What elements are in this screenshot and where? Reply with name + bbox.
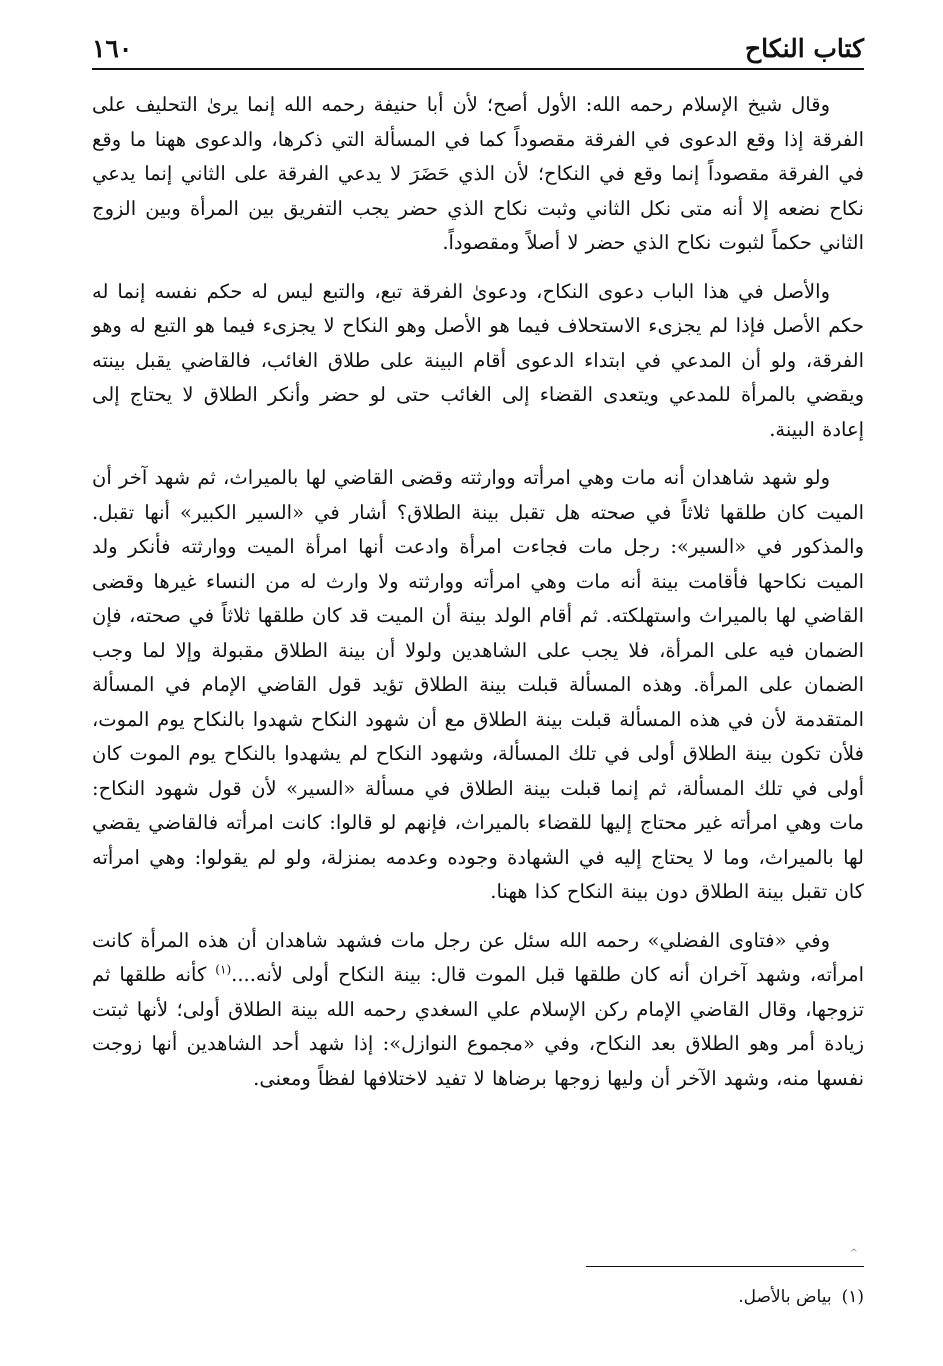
- paragraph: [92, 924, 864, 1097]
- footnote-number: (١): [841, 1287, 864, 1307]
- page-number: ١٦٠: [92, 34, 133, 63]
- footnote: [738, 1284, 864, 1310]
- scan-mark: ^: [849, 1248, 858, 1259]
- paragraph-text: كأنه طلقها ثم تزوجها، وقال القاضي الإمام ركن الإسلام علي السغدي رحمه الله بينة الطلاق أولى؛ لأنها ثبتت زيادة أمر وهو الطلاق بعد النكاح، وفي «مجموع النوازل»: إذا شهد أحد الشاهدين أنها زوجت نفسها منه، وشهد الآخر أن وليها زوجها برضاها لا تفيد لاختلافها لفظاً ومعنى.: [92, 963, 864, 1090]
- chapter-title: كتاب النكاح: [745, 34, 864, 63]
- paragraph: وقال شيخ الإسلام رحمه الله: الأول أصح؛ لأن أبا حنيفة رحمه الله إنما يرىٰ التحليف على الفرقة إذا وقع الدعوى في الفرقة مقصوداً كما في المسألة التي ذكرها، والدعوى ههنا ما وقع في الفرقة مقصوداً إنما وقع في النكاح؛ لأن الذي حَضَرَ لا يدعي الفرقة على الثاني إنما يدعي نكاح نضعه إلا أنه متى نكل الثاني وثبت نكاح الذي حضر يجب التفريق بين المرأة وبين الزوج الثاني حكماً لثبوت نكاح الذي حضر لا أصلاً ومقصوداً.: [92, 93, 864, 254]
- paragraph: والأصل في هذا الباب دعوى النكاح، ودعوىٰ الفرقة تبع، والتبع ليس له حكم نفسه إنما له حكم الأصل فإذا لم يجزىء الاستحلاف فيما هو الأصل وهو النكاح لا يجزىء فيما هو التبع له وهو الفرقة، ولو أن المدعي في ابتداء الدعوى أقام البينة على طلاق الغائب، فالقاضي يقبل بينته ويقضي بالمرأة للمدعي ويتعدى القضاء إلى الغائب حتى لو حضر وأنكر الطلاق لا يحتاج إلى إعادة البينة.: [92, 279, 864, 441]
- book-page: [92, 22, 864, 1342]
- footnote-text: بياض بالأصل.: [738, 1287, 832, 1307]
- paragraph: ولو شهد شاهدان أنه مات وهي امرأته ووارثته وقضى القاضي لها بالميراث، ثم شهد آخر أن الميت كان طلقها ثلاثاً في صحته هل تقبل بينة الطلاق؟ أشار في «السير الكبير» أنها تقبل. والمذكور في «السير»: رجل مات فجاءت امرأة وادعت أنها امرأة الميت ووارثته فأنكر ولد الميت نكاحها فأقامت بينة أنه مات وهي امرأته ووارثته ولا وارث له من النساء غيرها وقضى القاضي لها بالميراث واستهلكته. ثم أقام الولد بينة أن الميت قد كان طلقها ثلاثاً في صحته، فإن الضمان فيه على المرأة، فلا يجب على الشاهدين ولولا أن بينة الطلاق مقبولة وإلا لما وجب الضمان على المرأة. وهذه المسألة قبلت بينة الطلاق تؤيد قول القاضي الإمام في المسألة المتقدمة لأن في هذه المسألة قبلت بينة الطلاق مع أن شهود النكاح شهدوا بالنكاح يوم الموت، فلأن تكون بينة الطلاق أولى في تلك المسألة، وشهود النكاح لم يشهدوا بالنكاح يوم الموت كان أولى في تلك المسألة، ثم إنما قبلت بينة الطلاق في مسألة «السير» لأن قول شهود النكاح: مات وهي امرأته غير محتاج إليها للقضاء بالميراث، فإنهم لو قالوا: كانت امرأته فالقاضي يقضي لها بالميراث، وما لا يحتاج إليه في الشهادة وجوده وعدمه بمنزلة، ولو لم يقولوا: وهي امرأته كان تقبل بينة الطلاق دون بينة النكاح كذا ههنا.: [92, 466, 864, 903]
- paragraph-text: وفي «فتاوى الفضلي» رحمه الله سئل عن رجل مات فشهد شاهدان أن هذه المرأة كانت امرأته، وشهد آخران أنه كان طلقها قبل الموت قال: بينة النكاح أولى لأنه....: [92, 928, 864, 986]
- footnote-reference: (١): [215, 962, 232, 977]
- footnote-divider: [586, 1266, 864, 1267]
- page-body: [92, 70, 864, 1096]
- page-header: [92, 22, 864, 70]
